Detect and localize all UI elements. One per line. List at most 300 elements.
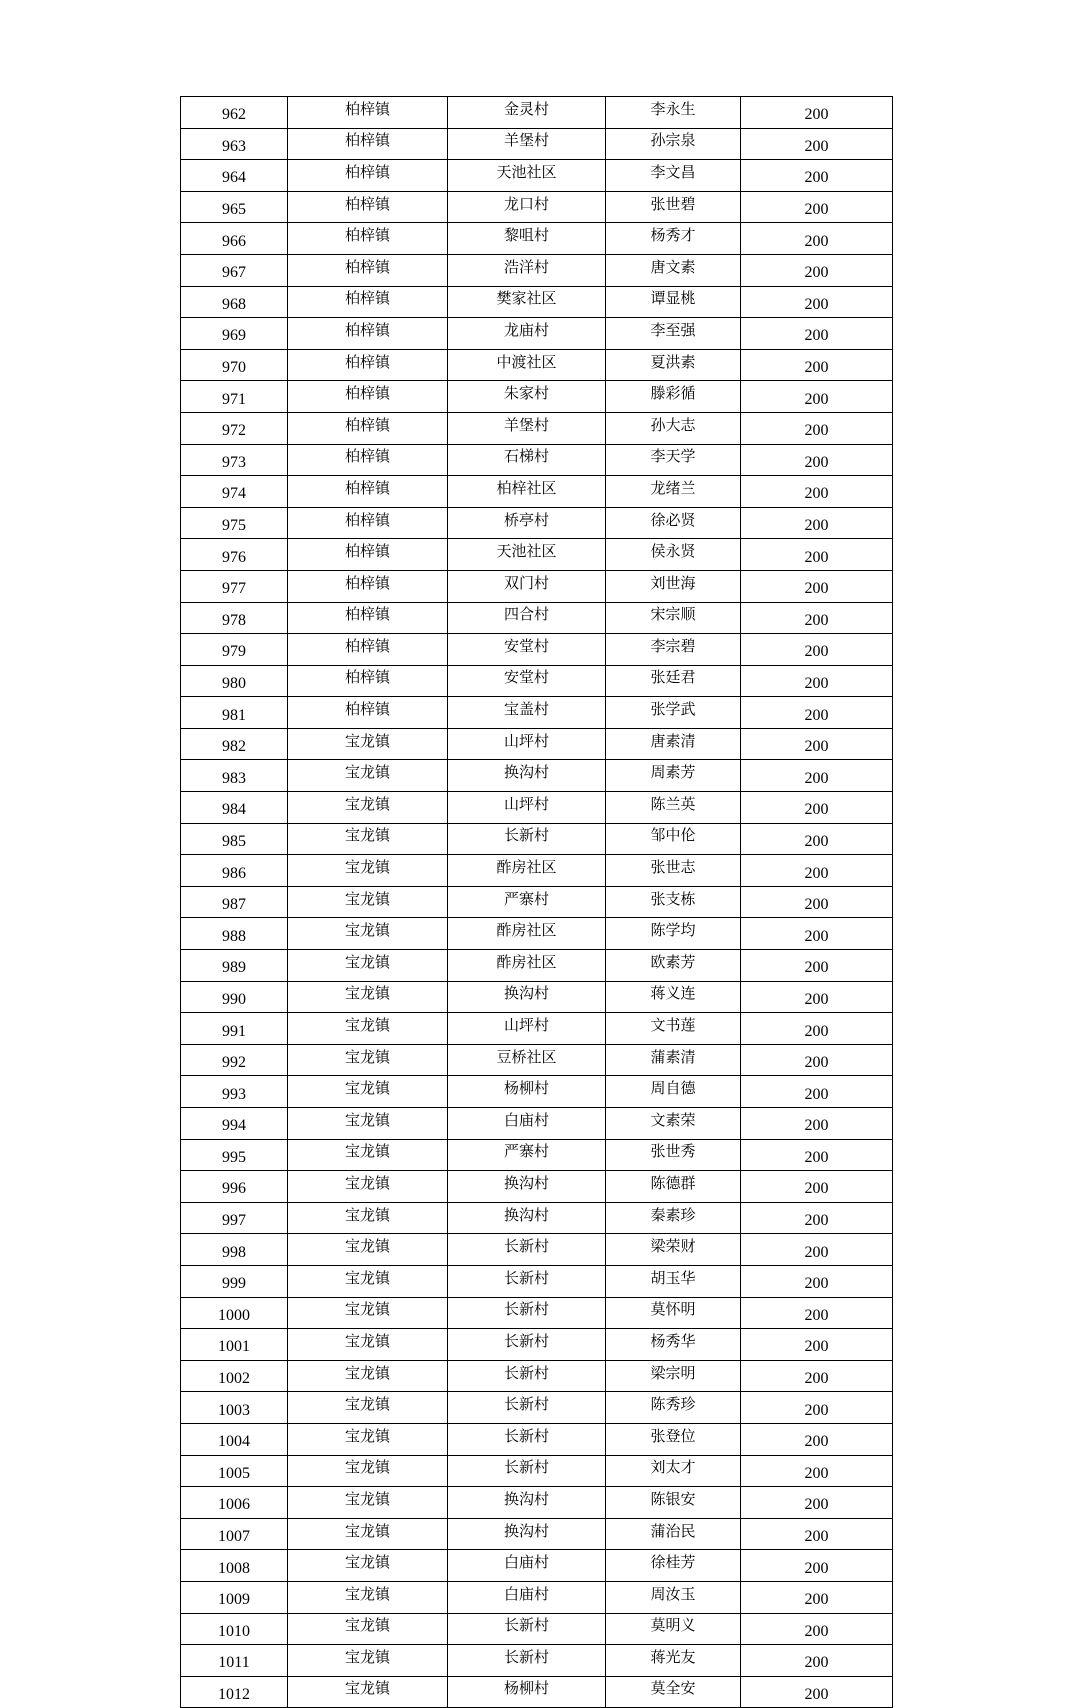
serial-number-cell: 996	[181, 1171, 288, 1203]
serial-number-cell: 986	[181, 855, 288, 887]
name-cell: 陈德群	[606, 1171, 741, 1203]
village-cell: 天池社区	[448, 160, 606, 192]
village-cell: 杨柳村	[448, 1676, 606, 1708]
table-row	[181, 97, 893, 129]
township-cell: 宝龙镇	[288, 792, 448, 824]
name-cell: 孙宗泉	[606, 128, 741, 160]
serial-number-cell: 971	[181, 381, 288, 413]
amount-cell: 200	[741, 286, 893, 318]
table-row	[181, 1139, 893, 1171]
serial-number-cell: 965	[181, 191, 288, 223]
serial-number-cell: 975	[181, 507, 288, 539]
township-cell: 宝龙镇	[288, 1076, 448, 1108]
amount-cell: 200	[741, 918, 893, 950]
name-cell: 张世碧	[606, 191, 741, 223]
village-cell: 安堂村	[448, 665, 606, 697]
table-row	[181, 1297, 893, 1329]
serial-number-cell: 966	[181, 223, 288, 255]
table-row	[181, 1518, 893, 1550]
table-row	[181, 1265, 893, 1297]
name-cell: 李永生	[606, 97, 741, 129]
serial-number-cell: 973	[181, 444, 288, 476]
amount-cell: 200	[741, 444, 893, 476]
amount-cell: 200	[741, 160, 893, 192]
name-cell: 宋宗顺	[606, 602, 741, 634]
name-cell: 张登位	[606, 1423, 741, 1455]
name-cell: 蒲素清	[606, 1044, 741, 1076]
village-cell: 天池社区	[448, 539, 606, 571]
name-cell: 张支栋	[606, 886, 741, 918]
serial-number-cell: 976	[181, 539, 288, 571]
name-cell: 刘太才	[606, 1455, 741, 1487]
township-cell: 柏梓镇	[288, 412, 448, 444]
village-cell: 樊家社区	[448, 286, 606, 318]
amount-cell: 200	[741, 1360, 893, 1392]
township-cell: 柏梓镇	[288, 539, 448, 571]
table-row	[181, 981, 893, 1013]
amount-cell: 200	[741, 1581, 893, 1613]
name-cell: 周汝玉	[606, 1581, 741, 1613]
serial-number-cell: 1003	[181, 1392, 288, 1424]
serial-number-cell: 1012	[181, 1676, 288, 1708]
village-cell: 严寨村	[448, 1139, 606, 1171]
name-cell: 莫怀明	[606, 1297, 741, 1329]
township-cell: 宝龙镇	[288, 1265, 448, 1297]
serial-number-cell: 981	[181, 697, 288, 729]
serial-number-cell: 982	[181, 728, 288, 760]
village-cell: 长新村	[448, 1265, 606, 1297]
village-cell: 浩洋村	[448, 254, 606, 286]
table-row	[181, 1013, 893, 1045]
table-row	[181, 191, 893, 223]
township-cell: 柏梓镇	[288, 160, 448, 192]
amount-cell: 200	[741, 223, 893, 255]
village-cell: 长新村	[448, 1613, 606, 1645]
name-cell: 刘世海	[606, 570, 741, 602]
name-cell: 邹中伦	[606, 823, 741, 855]
amount-cell: 200	[741, 128, 893, 160]
amount-cell: 200	[741, 1202, 893, 1234]
name-cell: 陈兰英	[606, 792, 741, 824]
serial-number-cell: 995	[181, 1139, 288, 1171]
amount-cell: 200	[741, 981, 893, 1013]
amount-cell: 200	[741, 792, 893, 824]
name-cell: 龙绪兰	[606, 476, 741, 508]
township-cell: 宝龙镇	[288, 1329, 448, 1361]
serial-number-cell: 977	[181, 570, 288, 602]
township-cell: 宝龙镇	[288, 823, 448, 855]
township-cell: 柏梓镇	[288, 634, 448, 666]
amount-cell: 200	[741, 950, 893, 982]
township-cell: 宝龙镇	[288, 1645, 448, 1677]
serial-number-cell: 1007	[181, 1518, 288, 1550]
serial-number-cell: 964	[181, 160, 288, 192]
serial-number-cell: 985	[181, 823, 288, 855]
table-row	[181, 539, 893, 571]
amount-cell: 200	[741, 1392, 893, 1424]
table-row	[181, 950, 893, 982]
township-cell: 宝龙镇	[288, 1581, 448, 1613]
township-cell: 宝龙镇	[288, 760, 448, 792]
township-cell: 宝龙镇	[288, 981, 448, 1013]
amount-cell: 200	[741, 665, 893, 697]
table-row	[181, 1676, 893, 1708]
table-row	[181, 792, 893, 824]
amount-cell: 200	[741, 886, 893, 918]
table-row	[181, 1108, 893, 1140]
amount-cell: 200	[741, 507, 893, 539]
serial-number-cell: 980	[181, 665, 288, 697]
table-row	[181, 697, 893, 729]
village-cell: 山坪村	[448, 1013, 606, 1045]
township-cell: 宝龙镇	[288, 855, 448, 887]
township-cell: 柏梓镇	[288, 665, 448, 697]
table-row	[181, 1044, 893, 1076]
amount-cell: 200	[741, 1139, 893, 1171]
name-cell: 唐素清	[606, 728, 741, 760]
village-cell: 双门村	[448, 570, 606, 602]
township-cell: 宝龙镇	[288, 1171, 448, 1203]
serial-number-cell: 1006	[181, 1487, 288, 1519]
village-cell: 羊堡村	[448, 128, 606, 160]
amount-cell: 200	[741, 1550, 893, 1582]
amount-cell: 200	[741, 97, 893, 129]
serial-number-cell: 963	[181, 128, 288, 160]
village-cell: 长新村	[448, 1297, 606, 1329]
table-row	[181, 665, 893, 697]
table-row	[181, 349, 893, 381]
township-cell: 宝龙镇	[288, 1613, 448, 1645]
table-row	[181, 1423, 893, 1455]
village-cell: 长新村	[448, 823, 606, 855]
name-cell: 莫全安	[606, 1676, 741, 1708]
township-cell: 宝龙镇	[288, 1392, 448, 1424]
name-cell: 秦素珍	[606, 1202, 741, 1234]
table-row	[181, 286, 893, 318]
amount-cell: 200	[741, 1108, 893, 1140]
village-cell: 长新村	[448, 1645, 606, 1677]
name-cell: 张廷君	[606, 665, 741, 697]
serial-number-cell: 1009	[181, 1581, 288, 1613]
name-cell: 杨秀华	[606, 1329, 741, 1361]
township-cell: 柏梓镇	[288, 223, 448, 255]
village-cell: 四合村	[448, 602, 606, 634]
serial-number-cell: 1001	[181, 1329, 288, 1361]
name-cell: 胡玉华	[606, 1265, 741, 1297]
township-cell: 宝龙镇	[288, 1518, 448, 1550]
village-cell: 朱家村	[448, 381, 606, 413]
table-row	[181, 381, 893, 413]
amount-cell: 200	[741, 1645, 893, 1677]
village-cell: 宝盖村	[448, 697, 606, 729]
amount-cell: 200	[741, 1013, 893, 1045]
village-cell: 长新村	[448, 1329, 606, 1361]
serial-number-cell: 1011	[181, 1645, 288, 1677]
table-row	[181, 570, 893, 602]
name-cell: 蒋光友	[606, 1645, 741, 1677]
village-cell: 中渡社区	[448, 349, 606, 381]
name-cell: 蒲治民	[606, 1518, 741, 1550]
township-cell: 宝龙镇	[288, 1487, 448, 1519]
name-cell: 欧素芳	[606, 950, 741, 982]
township-cell: 宝龙镇	[288, 1013, 448, 1045]
name-cell: 梁宗明	[606, 1360, 741, 1392]
name-cell: 张世秀	[606, 1139, 741, 1171]
township-cell: 柏梓镇	[288, 128, 448, 160]
table-row	[181, 855, 893, 887]
name-cell: 文素荣	[606, 1108, 741, 1140]
township-cell: 柏梓镇	[288, 476, 448, 508]
amount-cell: 200	[741, 823, 893, 855]
amount-cell: 200	[741, 254, 893, 286]
township-cell: 宝龙镇	[288, 1044, 448, 1076]
township-cell: 宝龙镇	[288, 950, 448, 982]
amount-cell: 200	[741, 539, 893, 571]
subsidy-list-table	[180, 96, 893, 1708]
village-cell: 豆桥社区	[448, 1044, 606, 1076]
table-row	[181, 760, 893, 792]
village-cell: 安堂村	[448, 634, 606, 666]
village-cell: 酢房社区	[448, 950, 606, 982]
serial-number-cell: 970	[181, 349, 288, 381]
table-row	[181, 602, 893, 634]
village-cell: 换沟村	[448, 760, 606, 792]
table-row	[181, 476, 893, 508]
township-cell: 宝龙镇	[288, 1423, 448, 1455]
table-row	[181, 160, 893, 192]
serial-number-cell: 1000	[181, 1297, 288, 1329]
name-cell: 莫明义	[606, 1613, 741, 1645]
serial-number-cell: 974	[181, 476, 288, 508]
serial-number-cell: 968	[181, 286, 288, 318]
serial-number-cell: 978	[181, 602, 288, 634]
township-cell: 柏梓镇	[288, 602, 448, 634]
name-cell: 孙大志	[606, 412, 741, 444]
township-cell: 宝龙镇	[288, 1676, 448, 1708]
township-cell: 宝龙镇	[288, 1297, 448, 1329]
table-body	[181, 97, 893, 1708]
village-cell: 杨柳村	[448, 1076, 606, 1108]
serial-number-cell: 962	[181, 97, 288, 129]
amount-cell: 200	[741, 381, 893, 413]
amount-cell: 200	[741, 412, 893, 444]
serial-number-cell: 983	[181, 760, 288, 792]
township-cell: 宝龙镇	[288, 1360, 448, 1392]
village-cell: 山坪村	[448, 792, 606, 824]
village-cell: 换沟村	[448, 1171, 606, 1203]
name-cell: 滕彩循	[606, 381, 741, 413]
name-cell: 陈秀珍	[606, 1392, 741, 1424]
township-cell: 宝龙镇	[288, 728, 448, 760]
name-cell: 周自德	[606, 1076, 741, 1108]
village-cell: 桥亭村	[448, 507, 606, 539]
amount-cell: 200	[741, 349, 893, 381]
village-cell: 长新村	[448, 1392, 606, 1424]
serial-number-cell: 991	[181, 1013, 288, 1045]
township-cell: 柏梓镇	[288, 97, 448, 129]
table-row	[181, 1581, 893, 1613]
table-row	[181, 886, 893, 918]
table-row	[181, 318, 893, 350]
amount-cell: 200	[741, 728, 893, 760]
village-cell: 白庙村	[448, 1581, 606, 1613]
name-cell: 蒋义连	[606, 981, 741, 1013]
village-cell: 龙庙村	[448, 318, 606, 350]
table-row	[181, 254, 893, 286]
amount-cell: 200	[741, 1265, 893, 1297]
village-cell: 黎咀村	[448, 223, 606, 255]
name-cell: 陈银安	[606, 1487, 741, 1519]
serial-number-cell: 1010	[181, 1613, 288, 1645]
serial-number-cell: 1008	[181, 1550, 288, 1582]
table-row	[181, 444, 893, 476]
name-cell: 侯永贤	[606, 539, 741, 571]
serial-number-cell: 987	[181, 886, 288, 918]
amount-cell: 200	[741, 1076, 893, 1108]
table-row	[181, 1234, 893, 1266]
name-cell: 李天学	[606, 444, 741, 476]
amount-cell: 200	[741, 1676, 893, 1708]
name-cell: 张学武	[606, 697, 741, 729]
township-cell: 柏梓镇	[288, 697, 448, 729]
amount-cell: 200	[741, 634, 893, 666]
name-cell: 徐必贤	[606, 507, 741, 539]
township-cell: 柏梓镇	[288, 444, 448, 476]
township-cell: 柏梓镇	[288, 286, 448, 318]
table-row	[181, 1613, 893, 1645]
amount-cell: 200	[741, 602, 893, 634]
amount-cell: 200	[741, 855, 893, 887]
table-row	[181, 1202, 893, 1234]
table-row	[181, 823, 893, 855]
name-cell: 梁荣财	[606, 1234, 741, 1266]
name-cell: 李宗碧	[606, 634, 741, 666]
table-row	[181, 1171, 893, 1203]
township-cell: 柏梓镇	[288, 570, 448, 602]
amount-cell: 200	[741, 476, 893, 508]
table-row	[181, 128, 893, 160]
name-cell: 夏洪素	[606, 349, 741, 381]
village-cell: 白庙村	[448, 1550, 606, 1582]
name-cell: 陈学均	[606, 918, 741, 950]
township-cell: 柏梓镇	[288, 254, 448, 286]
table-row	[181, 1076, 893, 1108]
amount-cell: 200	[741, 760, 893, 792]
serial-number-cell: 998	[181, 1234, 288, 1266]
amount-cell: 200	[741, 1234, 893, 1266]
table-row	[181, 412, 893, 444]
serial-number-cell: 969	[181, 318, 288, 350]
name-cell: 谭显桃	[606, 286, 741, 318]
amount-cell: 200	[741, 1171, 893, 1203]
township-cell: 宝龙镇	[288, 1455, 448, 1487]
name-cell: 文书莲	[606, 1013, 741, 1045]
township-cell: 宝龙镇	[288, 918, 448, 950]
amount-cell: 200	[741, 570, 893, 602]
name-cell: 周素芳	[606, 760, 741, 792]
township-cell: 柏梓镇	[288, 318, 448, 350]
name-cell: 唐文素	[606, 254, 741, 286]
township-cell: 宝龙镇	[288, 1202, 448, 1234]
table-row	[181, 507, 893, 539]
village-cell: 金灵村	[448, 97, 606, 129]
table-row	[181, 728, 893, 760]
table-row	[181, 1455, 893, 1487]
village-cell: 换沟村	[448, 1518, 606, 1550]
serial-number-cell: 988	[181, 918, 288, 950]
village-cell: 酢房社区	[448, 855, 606, 887]
township-cell: 柏梓镇	[288, 507, 448, 539]
table-row	[181, 1329, 893, 1361]
township-cell: 宝龙镇	[288, 1234, 448, 1266]
table-row	[181, 1360, 893, 1392]
township-cell: 柏梓镇	[288, 349, 448, 381]
serial-number-cell: 999	[181, 1265, 288, 1297]
village-cell: 长新村	[448, 1455, 606, 1487]
village-cell: 羊堡村	[448, 412, 606, 444]
amount-cell: 200	[741, 1487, 893, 1519]
township-cell: 柏梓镇	[288, 191, 448, 223]
township-cell: 宝龙镇	[288, 1108, 448, 1140]
table-row	[181, 1645, 893, 1677]
serial-number-cell: 1005	[181, 1455, 288, 1487]
name-cell: 李文昌	[606, 160, 741, 192]
serial-number-cell: 997	[181, 1202, 288, 1234]
amount-cell: 200	[741, 1297, 893, 1329]
serial-number-cell: 967	[181, 254, 288, 286]
village-cell: 白庙村	[448, 1108, 606, 1140]
village-cell: 严寨村	[448, 886, 606, 918]
amount-cell: 200	[741, 191, 893, 223]
serial-number-cell: 989	[181, 950, 288, 982]
village-cell: 石梯村	[448, 444, 606, 476]
name-cell: 李至强	[606, 318, 741, 350]
table-row	[181, 918, 893, 950]
table-row	[181, 634, 893, 666]
township-cell: 宝龙镇	[288, 1139, 448, 1171]
serial-number-cell: 993	[181, 1076, 288, 1108]
amount-cell: 200	[741, 1044, 893, 1076]
village-cell: 换沟村	[448, 1202, 606, 1234]
township-cell: 宝龙镇	[288, 886, 448, 918]
serial-number-cell: 992	[181, 1044, 288, 1076]
amount-cell: 200	[741, 1518, 893, 1550]
amount-cell: 200	[741, 1329, 893, 1361]
amount-cell: 200	[741, 1423, 893, 1455]
village-cell: 换沟村	[448, 1487, 606, 1519]
village-cell: 酢房社区	[448, 918, 606, 950]
amount-cell: 200	[741, 318, 893, 350]
serial-number-cell: 972	[181, 412, 288, 444]
township-cell: 宝龙镇	[288, 1550, 448, 1582]
serial-number-cell: 1002	[181, 1360, 288, 1392]
table-row	[181, 1550, 893, 1582]
amount-cell: 200	[741, 1455, 893, 1487]
village-cell: 长新村	[448, 1360, 606, 1392]
serial-number-cell: 994	[181, 1108, 288, 1140]
amount-cell: 200	[741, 1613, 893, 1645]
village-cell: 长新村	[448, 1234, 606, 1266]
table-row	[181, 1487, 893, 1519]
amount-cell: 200	[741, 697, 893, 729]
serial-number-cell: 1004	[181, 1423, 288, 1455]
village-cell: 柏梓社区	[448, 476, 606, 508]
township-cell: 柏梓镇	[288, 381, 448, 413]
village-cell: 换沟村	[448, 981, 606, 1013]
serial-number-cell: 979	[181, 634, 288, 666]
name-cell: 徐桂芳	[606, 1550, 741, 1582]
village-cell: 龙口村	[448, 191, 606, 223]
